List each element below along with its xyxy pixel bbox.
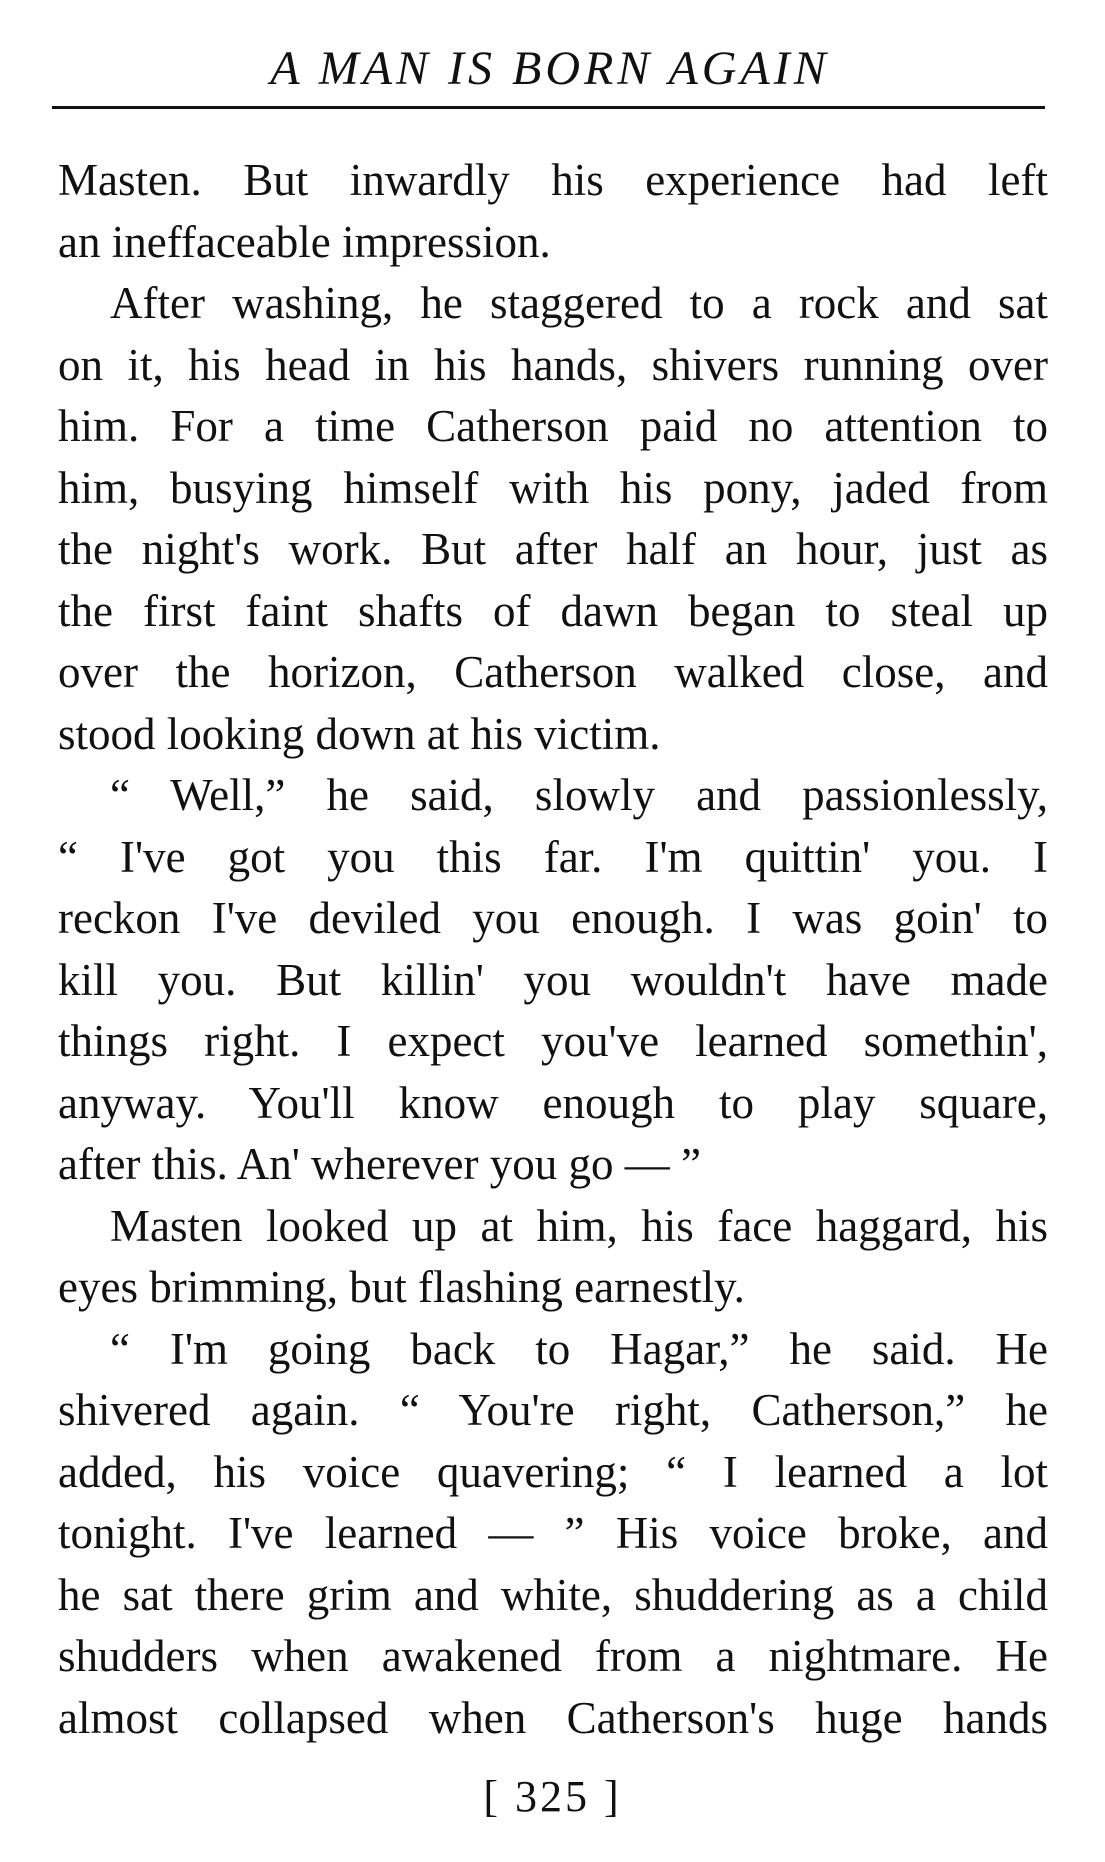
- text-line: an ineffaceable impression.: [58, 216, 551, 267]
- body-text: [58, 150, 1048, 1749]
- text-line: Masten. But inwardly his experience had left: [58, 155, 1048, 205]
- text-line: things right. I expect you've learned somethin',: [58, 1016, 1048, 1066]
- text-line: reckon I've deviled you enough. I was goin' to: [58, 893, 1048, 943]
- text-line: After washing, he staggered to a rock and sat: [110, 278, 1048, 328]
- text-line: almost collapsed when Catherson's huge hands: [58, 1692, 1048, 1743]
- text-line: shivered again. “ You're right, Catherson,” he: [58, 1385, 1048, 1435]
- text-line: anyway. You'll know enough to play square,: [58, 1077, 1048, 1128]
- text-line: him, busying himself with his pony, jaded from: [58, 462, 1048, 513]
- header-rule: [52, 106, 1045, 109]
- page-number: [ 325 ]: [483, 1772, 622, 1821]
- text-line: added, his voice quavering; “ I learned a lot: [58, 1446, 1048, 1497]
- text-line: after this. An' wherever you go — ”: [58, 1139, 701, 1189]
- running-head: A MAN IS BORN AGAIN: [270, 42, 830, 95]
- text-line: the night's work. But after half an hour, just as: [58, 524, 1048, 574]
- text-line: on it, his head in his hands, shivers running over: [58, 339, 1048, 390]
- text-line: kill you. But killin' you wouldn't have made: [58, 954, 1048, 1005]
- text-line: “ Well,” he said, slowly and passionlessly,: [110, 770, 1048, 820]
- text-line: Masten looked up at him, his face haggard, his: [110, 1200, 1048, 1251]
- text-line: over the horizon, Catherson walked close, and: [58, 647, 1048, 697]
- text-line: him. For a time Catherson paid no attention to: [58, 401, 1048, 451]
- text-line: stood looking down at his victim.: [58, 708, 661, 759]
- text-line: tonight. I've learned — ” His voice broke, and: [58, 1508, 1048, 1558]
- text-line: “ I'm going back to Hagar,” he said. He: [110, 1323, 1048, 1374]
- text-line: “ I've got you this far. I'm quittin' you. I: [58, 831, 1048, 882]
- text-line: he sat there grim and white, shuddering as a child: [58, 1569, 1048, 1620]
- text-line: eyes brimming, but flashing earnestly.: [58, 1262, 745, 1312]
- text-line: the first faint shafts of dawn began to steal up: [58, 585, 1048, 636]
- text-line: shudders when awakened from a nightmare. He: [58, 1631, 1048, 1681]
